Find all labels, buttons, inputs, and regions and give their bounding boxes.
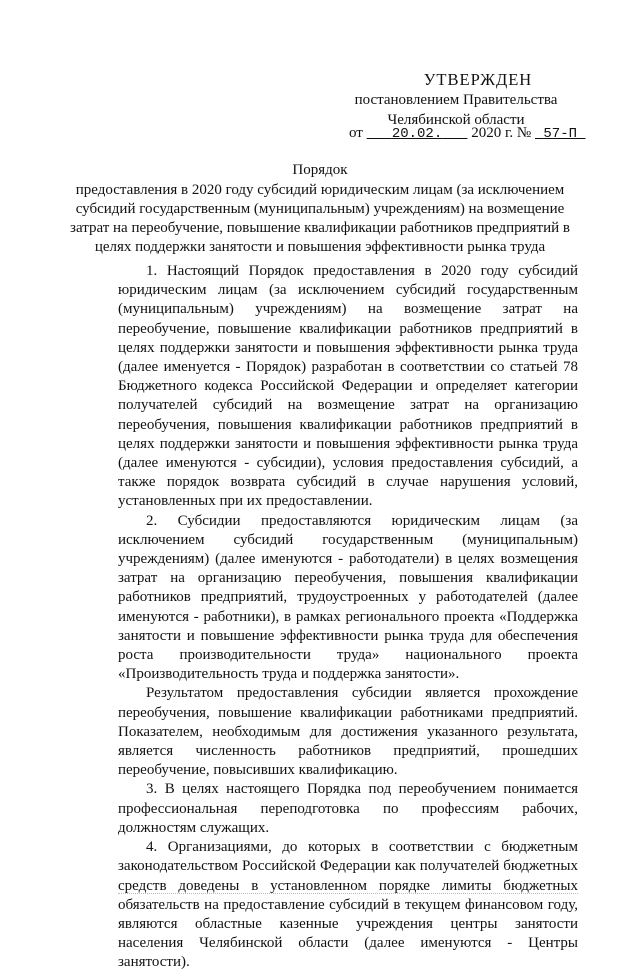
date-prefix: от (349, 125, 363, 141)
approval-date-row (349, 125, 585, 142)
approval-block (340, 70, 572, 130)
approval-number: 57-П (543, 126, 578, 142)
approval-line-1: постановлением Правительства (354, 92, 558, 108)
approval-date: 20.02. (391, 126, 443, 142)
approval-year: 2020 г. № (471, 125, 532, 141)
document-title-block (60, 161, 580, 257)
paragraph-2: 2. Субсидии предоставляются юридическим лицам (за исключением субсидий государственным (муниципальным) учреждениям) (далее именуются - работодатели) в целях возмещения затрат на организацию переобучения, повышения квалификации работников предприятий, трудоустроенных у работодателей (далее именуются - работники), в рамках регионального проекта «Поддержка занятости и повышение эффективности рынка труда для обеспечения роста производительности труда» национального проекта «Производительность труда и поддержка занятости». (118, 512, 578, 683)
document-title: Порядок (292, 162, 348, 178)
paragraph-1: 1. Настоящий Порядок предоставления в 2020 году субсидий юридическим лицам (за исключением субсидий государственным (муниципальным) учреждениям) на возмещение затрат на переобучение, повышение квалификации работников предприятий в целях поддержки занятости и повышения эффективности рынка труда (далее именуется - Порядок) разработан в соответствии со статьей 78 Бюджетного кодекса Российской Федерации и определяет категории получателей субсидий на возмещение затрат на организацию переобучения, повышения квалификации работников предприятий в целях поддержки занятости и повышения эффективности рынка труда (далее именуются - субсидии), условия предоставления субсидий, а также порядок возврата субсидий в случае нарушения условий, установленных при их предоставлении. (118, 263, 578, 510)
paragraph-3: Результатом предоставления субсидии является прохождение переобучения, повышение квалификации работниками предприятий. Показателем, необходимым для достижения указанного результата, является численность работников предприятий, прошедших переобучение, повысивших квалификацию. (118, 685, 578, 779)
paragraph-5: 4. Организациями, до которых в соответствии с бюджетным законодательством Российской Федерации как получателей бюджетных средств доведены в установленном порядке лимиты бюджетных обязательств на предоставление субсидий в текущем финансовом году, являются областные казенные учреждения центры занятости населения Челябинской области (далее именуются - Центры занятости). (118, 839, 578, 971)
document-body (118, 262, 578, 973)
paragraph-4: 3. В целях настоящего Порядка под переобучением понимается профессиональная переподготовка по профессиям рабочих, должностям служащих. (118, 781, 578, 836)
approval-line-2: Челябинской области (387, 112, 525, 128)
approval-heading: УТВЕРЖДЕН (423, 70, 533, 89)
document-subtitle: предоставления в 2020 году субсидий юридическим лицам (за исключением субсидий государственным (муниципальным) учреждениям) на возмещение затрат на переобучение, повышение квалификации работников предприятий в целях поддержки занятости и повышения эффективности рынка труда (70, 182, 570, 255)
page-bottom-edge (118, 893, 578, 894)
